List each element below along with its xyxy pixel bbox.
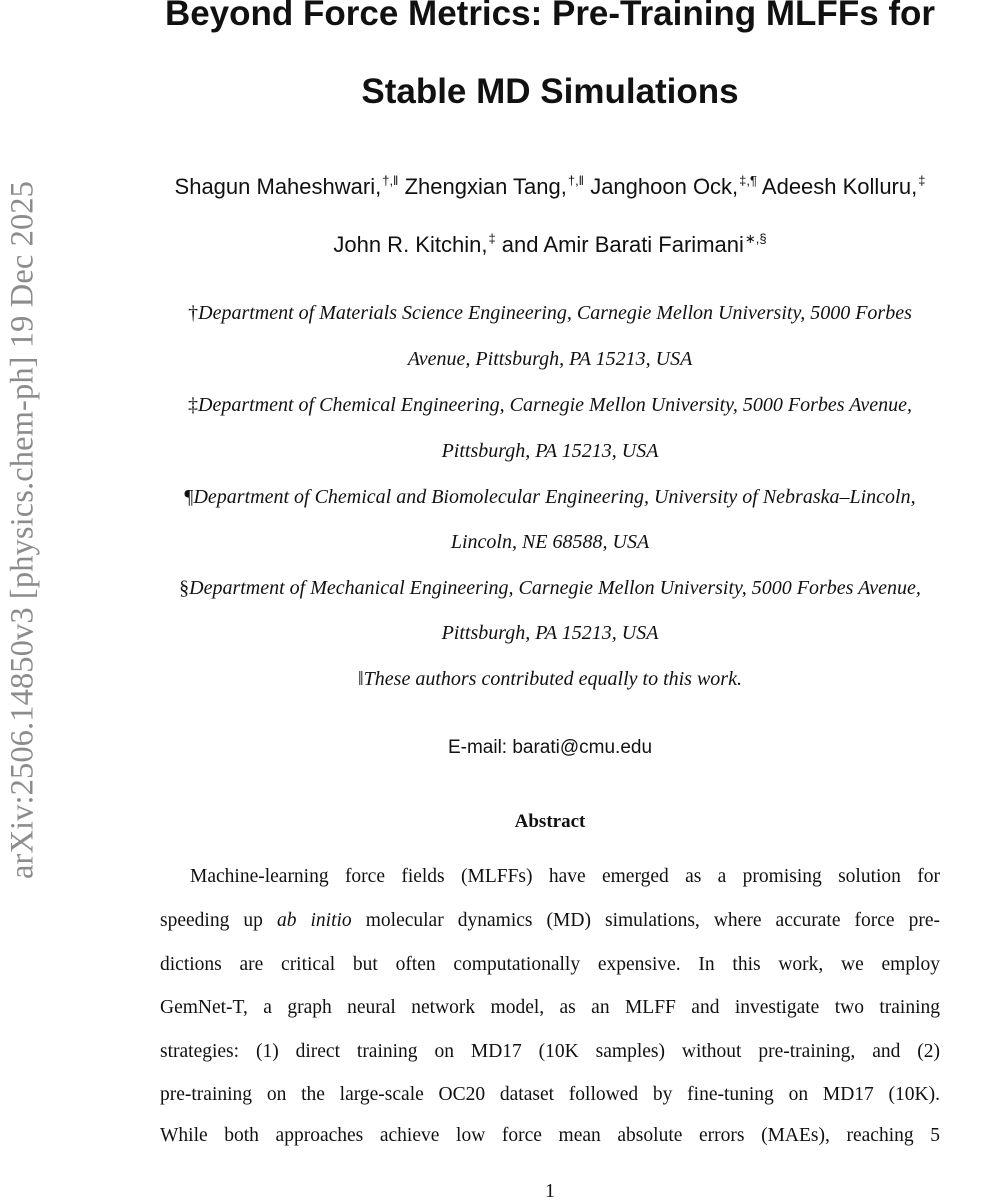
affiliation-2-line-2: Pittsburgh, PA 15213, USA — [441, 440, 659, 462]
equal-contribution-mark: ‖ — [358, 668, 364, 690]
affiliation-1-line-1 — [100, 302, 993, 325]
affiliation-2-line-1 — [100, 394, 993, 417]
author-ock: Janghoon Ock, — [590, 174, 739, 199]
affiliation-1-line-2: Avenue, Pittsburgh, PA 15213, USA — [407, 348, 693, 370]
paper-title-line-2: Stable MD Simulations — [361, 72, 739, 111]
abstract-line-2-post: molecular dynamics (MD) simulations, where accurate force pre- — [365, 910, 941, 931]
abstract-italic-term: ab initio — [276, 910, 352, 931]
abstract-line-2-pre: speeding up — [160, 910, 263, 931]
contact-email[interactable]: E-mail: barati@cmu.edu — [447, 737, 653, 758]
author-farimani: and Amir Barati Farimani — [501, 232, 744, 257]
author-list-line-2 — [100, 232, 993, 258]
arxiv-sidebar — [0, 110, 48, 950]
affiliation-4-text: Department of Mechanical Engineering, Carnegie Mellon University, 5000 Forbes Avenue, — [189, 577, 921, 599]
author-kitchin: John R. Kitchin, — [333, 232, 488, 257]
author-ock-affil: ‡,¶ — [739, 173, 757, 188]
abstract-line-6: pre-training on the large-scale OC20 dataset followed by fine-tuning on MD17 (10K). — [160, 1084, 940, 1105]
affiliation-4-mark: § — [179, 577, 190, 599]
author-maheshwari-affil: †,‖ — [382, 173, 399, 188]
author-tang-affil: †,‖ — [567, 173, 585, 188]
affiliation-4-line-2: Pittsburgh, PA 15213, USA — [441, 622, 659, 644]
author-tang: Zhengxian Tang, — [404, 174, 567, 199]
author-maheshwari: Shagun Maheshwari, — [174, 174, 382, 199]
affiliation-3-text: Department of Chemical and Biomolecular Engineering, University of Nebraska–Lincoln, — [193, 486, 916, 508]
affiliation-1-text: Department of Materials Science Engineering, Carnegie Mellon University, 5000 Forbes — [198, 302, 912, 324]
arxiv-identifier[interactable]: arXiv:2506.14850v3 [physics.chem-ph] 19 Dec 2025 — [4, 181, 41, 879]
affiliation-3-line-1 — [100, 486, 993, 509]
page-number: 1 — [545, 1180, 555, 1202]
affiliation-3-line-2: Lincoln, NE 68588, USA — [450, 531, 650, 553]
affiliation-2-text: Department of Chemical Engineering, Carnegie Mellon University, 5000 Forbes Avenue, — [198, 394, 912, 416]
abstract-line-5: strategies: (1) direct training on MD17 (10K samples) without pre-training, and (2) — [160, 1041, 940, 1062]
affiliation-1-mark: † — [188, 302, 199, 324]
equal-contribution-note — [100, 668, 993, 691]
paper-title-line-1: Beyond Force Metrics: Pre-Training MLFFs for — [164, 0, 936, 33]
abstract-line-4: GemNet-T, a graph neural network model, as an MLFF and investigate two training — [160, 997, 940, 1018]
author-farimani-affil: ∗,§ — [744, 231, 767, 246]
affiliation-4-line-1 — [100, 577, 993, 600]
author-kolluru: Adeesh Kolluru, — [761, 174, 918, 199]
affiliation-2-mark: ‡ — [188, 394, 199, 416]
abstract-heading: Abstract — [514, 811, 586, 832]
author-kitchin-affil: ‡ — [488, 231, 496, 246]
abstract-line-2 — [160, 910, 940, 932]
author-list-line-1 — [100, 174, 993, 200]
affiliation-3-mark: ¶ — [184, 486, 194, 508]
equal-contribution-text: These authors contributed equally to this work. — [363, 668, 742, 690]
abstract-line-1: Machine-learning force fields (MLFFs) have emerged as a promising solution for — [190, 866, 940, 887]
abstract-line-3: dictions are critical but often computationally expensive. In this work, we employ — [160, 954, 940, 975]
abstract-line-7: While both approaches achieve low force mean absolute errors (MAEs), reaching 5 — [160, 1125, 940, 1146]
author-kolluru-affil: ‡ — [918, 173, 926, 188]
